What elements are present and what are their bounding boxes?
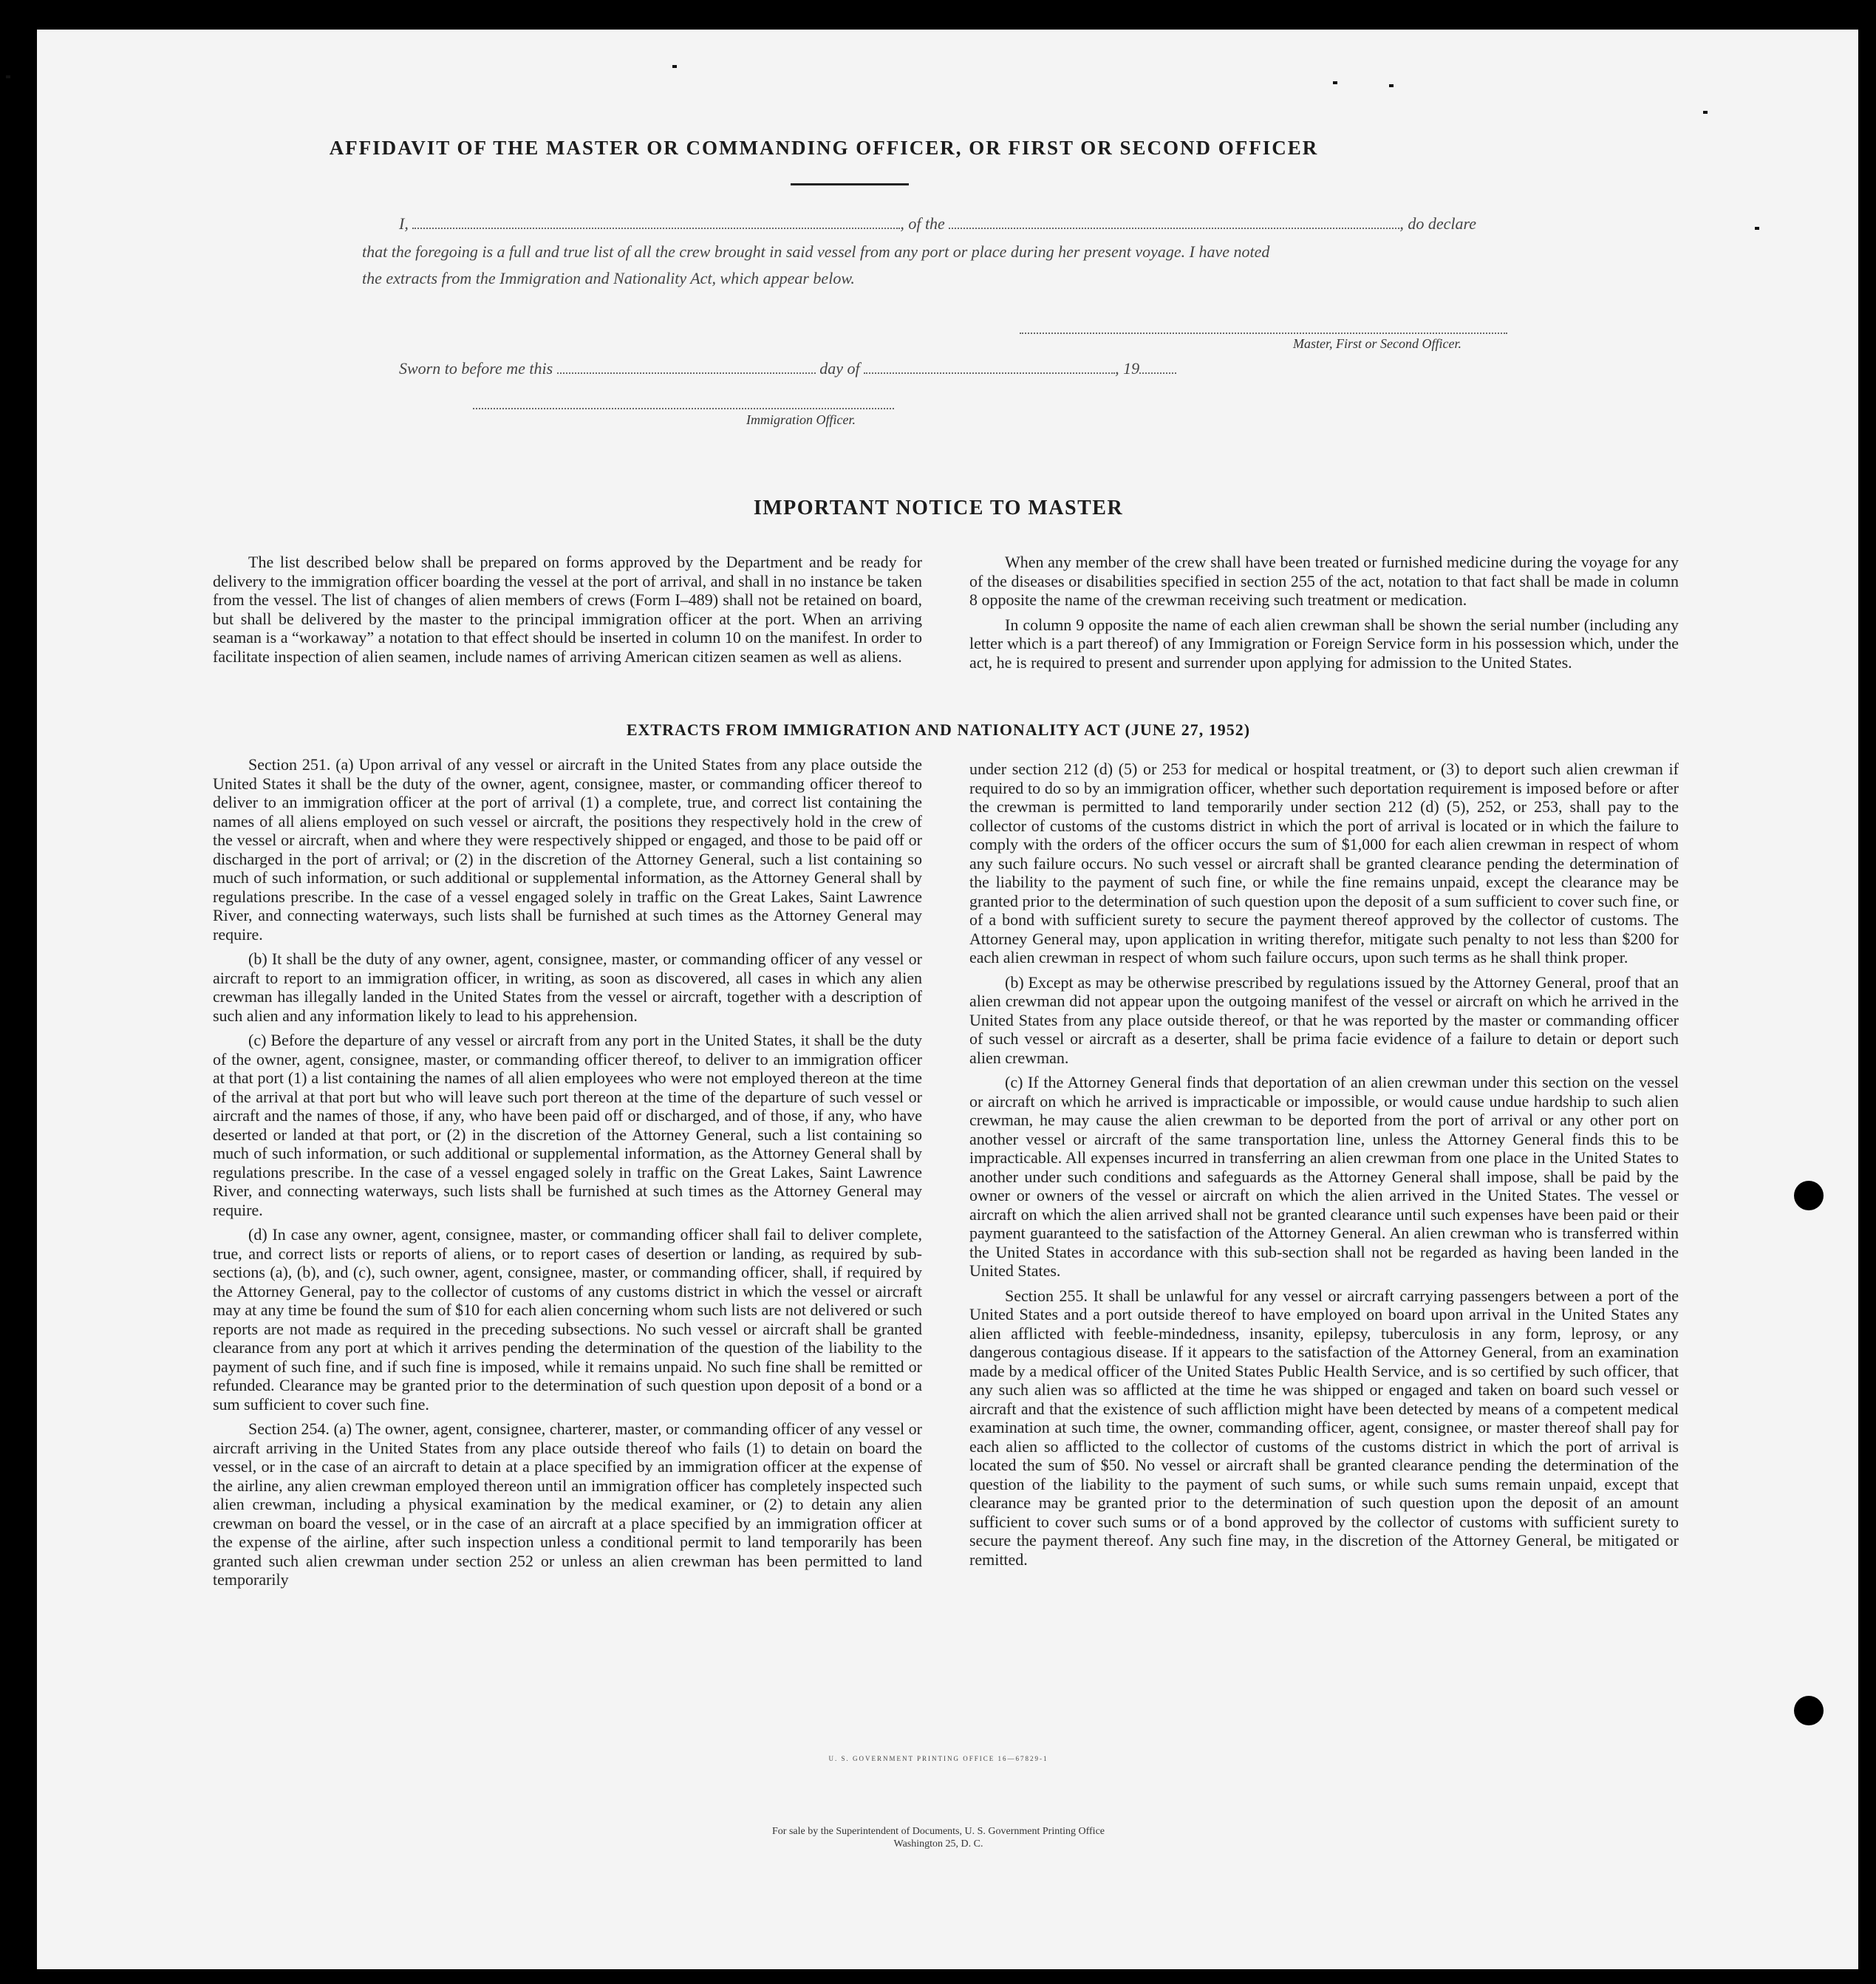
extracts-right-column [969,760,1679,1575]
affidavit-of-the: , of the [900,214,945,233]
notice-title: IMPORTANT NOTICE TO MASTER [753,497,1124,519]
form-page [37,30,1858,1969]
punch-hole-lower [1794,1696,1824,1725]
notice-right-paragraph-1: When any member of the crew shall have been treated or furnished medicine during the voyage for any of the diseases or disabilities specified in section 255 of the act, notation to that fact shall be made in column 8 opposite the name of the crewman receiving such treatment or medication. [969,553,1679,609]
speck [1703,111,1708,114]
section-255: Section 255. It shall be unlawful for any vessel or aircraft carrying passengers between a port of the United States and a port outside thereof to have employed on board upon arrival in the United States any alien afflicted with feeble-mindedness, insanity, epilepsy, tuberculosis in any form, leprosy, or any dangerous contagious disease. If it appears to the satisfaction of the Attorney General, from an examination made by a medical officer of the United States Public Health Service, and is so certified by such officer, that any such alien was so afflicted at the time he was shipped or engaged and taken on board such vessel or aircraft and that the existence of such affliction might have been detected by means of a competent medical examination at such time, the owner, commanding officer, agent, consignee, or master thereof shall pay for each alien so afflicted to the collector of customs of the customs district in which the port of arrival is located the sum of $50. No vessel or aircraft shall be granted clearance pending the determination of the question of the liability to the payment of such sums, or while such sums remain unpaid, except that clearance may be granted prior to the determination of such question upon the deposit of an amount sufficient to cover such sums or of a bond approved by the collector of customs with sufficient surety to secure the payment thereof. Any such fine may, in the discretion of the Attorney General, be mitigated or remitted. [969,1286,1679,1569]
notice-left-column [213,553,922,672]
sworn-day-field[interactable] [557,362,816,374]
day-of-text: day of [819,359,860,378]
notice-right-paragraph-2: In column 9 opposite the name of each alien crewman shall be shown the serial number (including any letter which is a part thereof) of any Immigration or Foreign Service form in his possession which, under the act, he is required to present and surrender upon applying for admission to the United States. [969,615,1679,672]
sworn-text: Sworn to before me this [399,359,553,378]
affidavit-declare: , do declare [1399,214,1476,233]
immigration-signature-label: Immigration Officer. [746,412,856,427]
vessel-name-field[interactable] [949,217,1399,229]
sworn-year-field[interactable] [1139,362,1176,374]
speck [1333,81,1337,84]
section-254-a-continued: under section 212 (d) (5) or 253 for medical or hospital treatment, or (3) to deport such alien crewman if required to do so by an immigration officer, whether such deportation requirement is imposed before or after the crewman is permitted to land temporarily under section 212 (d) (5), 252, or 253, shall pay to the collector of customs of the customs district in which the port of arrival is located or in which the failure to comply with the orders of the officer occurs the sum of $1,000 for each alien crewman in respect of whom any such failure occurs. No such vessel or aircraft shall be granted clearance pending the determination of the liability to the payment of such fine, or while the fine remains unpaid, except the clearance may be granted prior to the determination of such question upon the deposit of a sum sufficient to cover such fine, or of a bond with sufficient surety to secure the payment thereof approved by the collector of customs. The Attorney General may, upon application in writing therefor, mitigate such penalty to not less than $200 for each alien crewman in respect of whom such failure occurs, upon such terms as he shall think proper. [969,760,1679,967]
speck [6,75,10,78]
section-251-d: (d) In case any owner, agent, consignee, master, or commanding officer shall fail to deliver complete, true, and correct lists or reports of aliens, or to report cases of desertion or landing, as required by sub-sections (a), (b), and (c), such owner, agent, consignee, master, or commanding officer, shall, if required by the Attorney General, pay to the collector of customs of any customs district in which the vessel or aircraft may at any time be found the sum of $10 for each alien concerning whom such lists are not delivered or such reports are not made as required in the preceding subsections. No such vessel or aircraft shall be granted clearance from any port at which it arrives pending the determination of the question of the liability to the payment of such fine, and if such fine is imposed, while it remains unpaid. No such fine shall be remitted or refunded. Clearance may be granted prior to the determination of such question upon deposit of a bond or a sum sufficient to cover such fine. [213,1225,922,1414]
speck [1389,84,1394,87]
section-251-a: Section 251. (a) Upon arrival of any vessel or aircraft in the United States from any place outside the United States it shall be the duty of the owner, agent, consignee, master, or commanding officer thereof to deliver to an immigration officer at the port of arrival (1) a complete, true, and correct list containing the names of all aliens employed on such vessel or aircraft, the positions they respectively hold in the crew of the vessel or aircraft, when and where they were respectively shipped or engaged, and those to be paid off or discharged in the port of arrival; or (2) in the discretion of the Attorney General, such a list containing so much of such information, or such additional or supplemental information, as the Attorney General shall by regulations prescribe. In the case of a vessel engaged solely in traffic on the Great Lakes, Saint Lawrence River, and connecting waterways, such lists shall be furnished at such times as the Attorney General may require. [213,755,922,944]
master-signature-line[interactable] [1020,333,1507,334]
sworn-line [399,359,1176,378]
title-rule [791,183,909,185]
affidavit-title: AFFIDAVIT OF THE MASTER OR COMMANDING OFFICER, OR FIRST OR SECOND OFFICER [329,137,1319,159]
affidavit-line-2: that the foregoing is a full and true list of all the crew brought in said vessel from any port or place during her present voyage. I have noted [362,242,1270,261]
extracts-left-column [213,755,922,1595]
punch-hole-upper [1794,1181,1824,1210]
section-254-c: (c) If the Attorney General finds that deportation of an alien crewman under this section on the vessel or aircraft on which he arrived is impracticable or impossible, or would cause undue hardship to such alien crewman, he may cause the alien crewman to be deported from the port of arrival or any other port on another vessel or aircraft of the same transportation line, unless the Attorney General finds this to be impracticable. All expenses incurred in transferring an alien crewman from one place in the United States to another under such conditions and safeguards as the Attorney General shall impose, shall be paid by the owner or owners of the vessel or aircraft on which the alien arrived in the United States. The vessel or aircraft on which the alien arrived shall not be granted clearance until such expenses have been paid or their payment guaranteed to the satisfaction of the Attorney General. An alien crewman who is transferred within the United States in accordance with this sub-section shall not be regarded as having been landed in the United States. [969,1073,1679,1280]
speck [672,65,677,68]
sales-footer-line-2: Washington 25, D. C. [893,1838,983,1850]
gpo-imprint: U. S. GOVERNMENT PRINTING OFFICE 16—67829-1 [828,1755,1048,1762]
section-251-c: (c) Before the departure of any vessel or aircraft from any port in the United States, it shall be the duty of the owner, agent, consignee, master, or commanding officer thereof, to deliver to an immigration officer at that port (1) a list containing the names of all alien employees who were not employed thereon at the time of the arrival at that port but who will leave such port thereon at the time of the departure of such vessel or aircraft and the names of those, if any, who have been paid off or discharged, and of those, if any, who have deserted or landed at that port, or (2) in the discretion of the Attorney General, such a list containing so much of such information, or such additional or supplemental information, as the Attorney General shall by regulations prescribe. In the case of a vessel engaged solely in traffic on the Great Lakes, Saint Lawrence River, and connecting waterways, such lists shall be furnished at such times as the Attorney General may require. [213,1031,922,1219]
notice-right-column [969,553,1679,678]
notice-left-paragraph: The list described below shall be prepared on forms approved by the Department and be ready for delivery to the immigration officer boarding the vessel at the port of arrival, and shall in no instance be taken from the vessel. The list of changes of alien members of crews (Form I–489) shall not be retained on board, but shall be delivered by the master to the principal immigration officer at the port. When an arriving seaman is a “workaway” a notation to that effect should be inserted in column 10 on the manifest. In order to facilitate inspection of alien seamen, include names of arriving American citizen seamen as well as aliens. [213,553,922,666]
affidavit-i: I, [399,214,409,233]
declarant-name-field[interactable] [412,217,900,229]
speck [1755,227,1759,230]
sales-footer [37,1825,1840,1850]
section-251-b: (b) It shall be the duty of any owner, agent, consignee, master, or commanding officer of any vessel or aircraft to report to an immigration officer, in writing, as soon as discovered, all cases in which any alien crewman has illegally landed in the United States from the vessel or aircraft, together with a description of such alien and any information likely to lead to his apprehension. [213,950,922,1025]
extracts-title: EXTRACTS FROM IMMIGRATION AND NATIONALITY ACT (JUNE 27, 1952) [626,720,1251,739]
sales-footer-line-1: For sale by the Superintendent of Documents, U. S. Government Printing Office [772,1826,1105,1837]
affidavit-line-1 [399,214,1476,233]
affidavit-line-3: the extracts from the Immigration and Nationality Act, which appear below. [362,269,855,287]
year-prefix: , 19 [1115,359,1140,378]
section-254-a: Section 254. (a) The owner, agent, consignee, charterer, master, or commanding officer of any vessel or aircraft arriving in the United States from any place outside thereof who fails (1) to detain on board the vessel, or in the case of an aircraft to detain at a place specified by an immigration officer at the expense of the airline, any alien crewman employed thereon until an immigration officer has completely inspected such alien crewman, including a physical examination by the medical examiner, or (2) to detain any alien crewman on board the vessel, or in the case of an aircraft at a place specified by an immigration officer at the expense of the airline, after such inspection unless a conditional permit to land temporarily has been granted such alien crewman under section 252 or unless an alien crewman has been permitted to land temporarily [213,1419,922,1589]
section-254-b: (b) Except as may be otherwise prescribed by regulations issued by the Attorney General, proof that an alien crewman did not appear upon the outgoing manifest of the vessel or aircraft on which he arrived in the United States from any place outside thereof, or that he was reported by the master or commanding officer of such vessel or aircraft as a deserter, shall be prima facie evidence of a failure to detain or deport such alien crewman. [969,972,1679,1067]
master-signature-label: Master, First or Second Officer. [1293,336,1461,351]
immigration-signature-line[interactable] [473,408,894,409]
sworn-month-field[interactable] [864,362,1115,374]
